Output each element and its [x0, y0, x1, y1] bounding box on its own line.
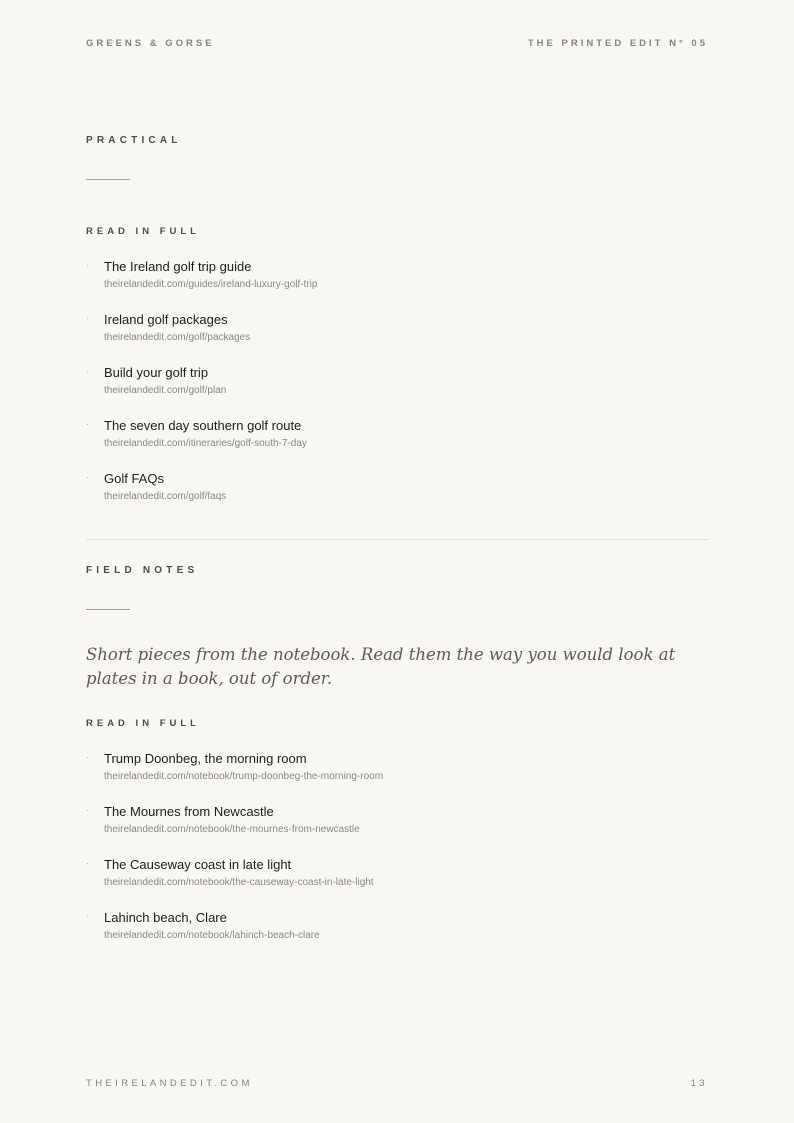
link-url[interactable]: theirelandedit.com/golf/faqs — [104, 491, 227, 502]
link-title[interactable]: The Causeway coast in late light — [104, 857, 292, 872]
link-title[interactable]: Trump Doonbeg, the morning room — [104, 751, 307, 766]
link-url[interactable]: theirelandedit.com/notebook/lahinch-beach-clare — [104, 930, 320, 941]
accent-rule — [86, 179, 130, 180]
publication-name: GREENS & GORSE — [86, 38, 215, 49]
field-notes-intro: Short pieces from the notebook. Read them the way you would look at plates in a book, out of order. — [86, 645, 676, 688]
edition-label: THE PRINTED EDIT N° 05 — [527, 38, 708, 49]
list-item — [86, 910, 708, 963]
page-number: 13 — [690, 1078, 708, 1089]
link-title[interactable]: The seven day southern golf route — [104, 418, 302, 433]
footer-site-url: THEIRELANDEDIT.COM — [86, 1078, 253, 1089]
link-url[interactable]: theirelandedit.com/golf/packages — [104, 332, 251, 343]
section-divider — [86, 539, 708, 540]
read-in-full-label: READ IN FULL — [86, 226, 200, 237]
list-item — [86, 857, 708, 910]
bullet-icon: · — [86, 419, 89, 429]
list-item — [86, 804, 708, 857]
bullet-icon: · — [86, 472, 89, 482]
link-url[interactable]: theirelandedit.com/itineraries/golf-south-7-day — [104, 438, 307, 449]
bullet-icon: · — [86, 313, 89, 323]
link-url[interactable]: theirelandedit.com/notebook/trump-doonbeg-the-morning-room — [104, 771, 384, 782]
list-item — [86, 365, 708, 418]
list-item — [86, 312, 708, 365]
accent-rule — [86, 609, 130, 610]
link-title[interactable]: Ireland golf packages — [104, 312, 228, 327]
bullet-icon: · — [86, 260, 89, 270]
link-url[interactable]: theirelandedit.com/golf/plan — [104, 385, 227, 396]
practical-link-list — [86, 259, 708, 524]
read-in-full-label: READ IN FULL — [86, 718, 200, 729]
list-item — [86, 259, 708, 312]
link-title[interactable]: The Mournes from Newcastle — [104, 804, 274, 819]
field-notes-link-list — [86, 751, 708, 963]
link-title[interactable]: Lahinch beach, Clare — [104, 910, 227, 925]
link-title[interactable]: Golf FAQs — [104, 471, 164, 486]
link-url[interactable]: theirelandedit.com/notebook/the-causeway-coast-in-late-light — [104, 877, 374, 888]
link-url[interactable]: theirelandedit.com/guides/ireland-luxury-golf-trip — [104, 279, 318, 290]
link-title[interactable]: The Ireland golf trip guide — [104, 259, 252, 274]
link-title[interactable]: Build your golf trip — [104, 365, 209, 380]
bullet-icon: · — [86, 858, 89, 868]
bullet-icon: · — [86, 805, 89, 815]
link-url[interactable]: theirelandedit.com/notebook/the-mournes-from-newcastle — [104, 824, 360, 835]
section-title-field-notes: FIELD NOTES — [86, 565, 199, 576]
bullet-icon: · — [86, 366, 89, 376]
section-title-practical: PRACTICAL — [86, 135, 182, 146]
list-item — [86, 471, 708, 524]
bullet-icon: · — [86, 752, 89, 762]
list-item — [86, 418, 708, 471]
bullet-icon: · — [86, 911, 89, 921]
list-item — [86, 751, 708, 804]
